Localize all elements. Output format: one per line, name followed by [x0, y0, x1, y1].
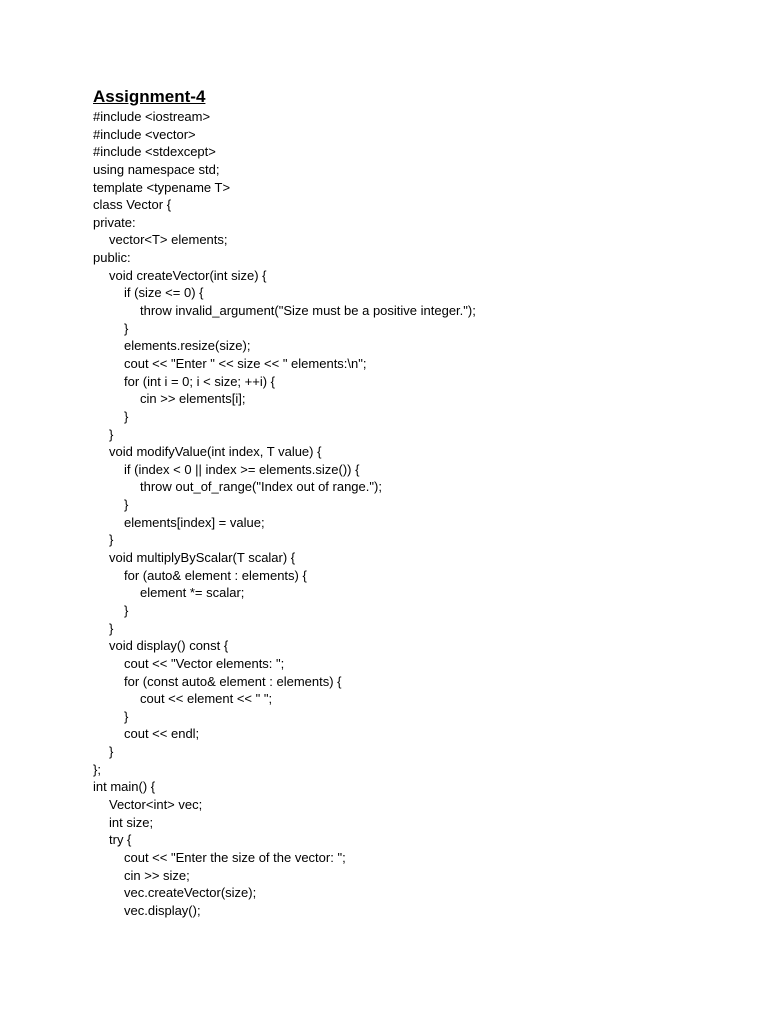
code-line: vec.createVector(size);: [124, 885, 257, 901]
code-line: public:: [93, 250, 131, 266]
code-line: }: [109, 426, 114, 442]
code-line: }: [124, 408, 129, 424]
code-line: cout << "Enter the size of the vector: ";: [124, 849, 346, 865]
code-line: for (const auto& element : elements) {: [124, 673, 342, 689]
code-line: elements.resize(size);: [124, 338, 251, 354]
code-line: try {: [109, 832, 132, 848]
code-line: throw invalid_argument("Size must be a positive integer.");: [140, 303, 476, 319]
code-line: Vector<int> vec;: [109, 796, 203, 812]
document-title: Assignment-4: [93, 87, 206, 106]
code-line: void multiplyByScalar(T scalar) {: [109, 550, 296, 566]
code-line: cout << element << " ";: [140, 691, 273, 707]
code-line: vector<T> elements;: [109, 232, 228, 248]
code-line: }: [124, 497, 129, 513]
code-line: vec.display();: [124, 902, 201, 918]
code-line: int main() {: [93, 779, 156, 795]
code-line: void modifyValue(int index, T value) {: [109, 444, 322, 460]
code-line: }: [109, 620, 114, 636]
code-line: #include <stdexcept>: [93, 144, 216, 160]
code-line: int size;: [109, 814, 154, 830]
code-line: cout << "Enter " << size << " elements:\n";: [124, 355, 367, 371]
code-line: element *= scalar;: [140, 585, 245, 601]
code-line: if (size <= 0) {: [124, 285, 204, 301]
code-line: #include <iostream>: [93, 109, 211, 124]
code-line: private:: [93, 214, 136, 230]
code-line: class Vector {: [93, 197, 172, 213]
code-listing: [93, 108, 733, 919]
code-line: cin >> size;: [124, 867, 190, 883]
code-line: };: [93, 761, 101, 777]
code-line: #include <vector>: [93, 126, 196, 142]
code-line: }: [109, 744, 114, 760]
code-line: }: [109, 532, 114, 548]
code-line: cout << endl;: [124, 726, 200, 742]
code-line: }: [124, 602, 129, 618]
code-line: cin >> elements[i];: [140, 391, 246, 407]
code-line: elements[index] = value;: [124, 514, 265, 530]
code-line: for (int i = 0; i < size; ++i) {: [124, 373, 276, 389]
code-line: if (index < 0 || index >= elements.size()) {: [124, 461, 360, 477]
code-line: cout << "Vector elements: ";: [124, 655, 285, 671]
code-line: }: [124, 320, 129, 336]
code-line: throw out_of_range("Index out of range.");: [140, 479, 382, 495]
code-line: }: [124, 708, 129, 724]
code-line: void display() const {: [109, 638, 229, 654]
code-line: template <typename T>: [93, 179, 231, 195]
code-line: using namespace std;: [93, 161, 220, 177]
code-line: for (auto& element : elements) {: [124, 567, 307, 583]
code-line: void createVector(int size) {: [109, 267, 267, 283]
